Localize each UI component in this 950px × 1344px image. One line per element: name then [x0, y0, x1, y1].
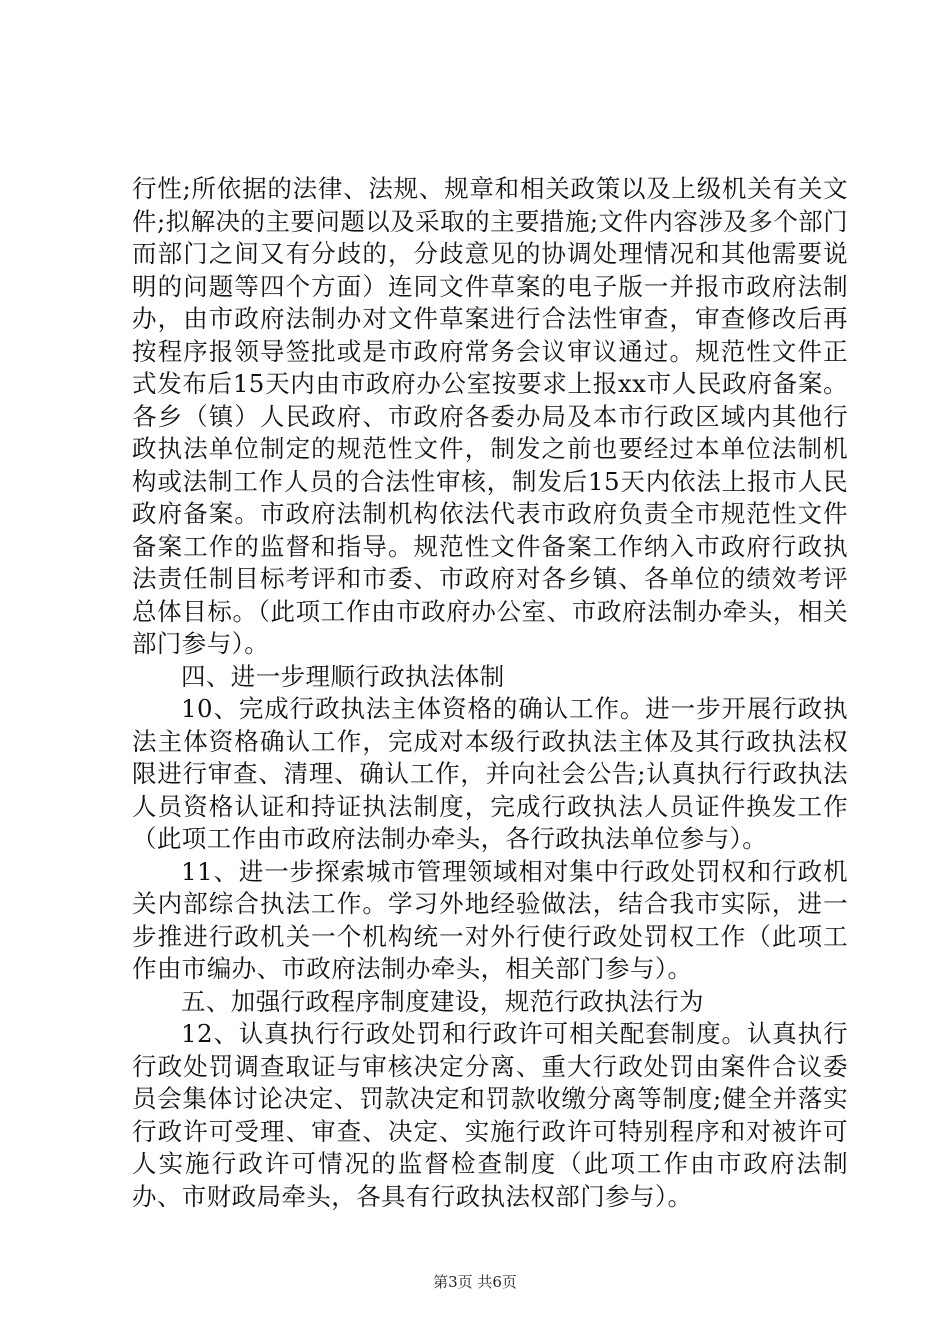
paragraph-continued: 行性;所依据的法律、法规、规章和相关政策以及上级机关有关文件;拟解决的主要问题以及采取的主要措施;文件内容涉及多个部门而部门之间又有分歧的，分歧意见的协调处理情况和其他需要说明的问题等四个方面）连同文件草案的电子版一并报市政府法制办，由市政府法制办对文件草案进行合法性审查，审查修改后再按程序报领导签批或是市政府常务会议审议通过。规范性文件正式发布后15天内由市政府办公室按要求上报xx市人民政府备案。各乡（镇）人民政府、市政府各委办局及本市行政区域内其他行政执法单位制定的规范性文件，制发之前也要经过本单位法制机构或法制工作人员的合法性审核，制发后15天内依法上报市人民政府备案。市政府法制机构依法代表市政府负责全市规范性文件备案工作的监督和指导。规范性文件备案工作纳入市政府行政执法责任制目标考评和市委、市政府对各乡镇、各单位的绩效考评总体目标。（此项工作由市政府办公室、市政府法制办牵头，相关部门参与）。 — [132, 174, 848, 658]
paragraph-item-12: 12、认真执行行政处罚和行政许可相关配套制度。认真执行行政处罚调查取证与审核决定分离、重大行政处罚由案件合议委员会集体讨论决定、罚款决定和罚款收缴分离等制度;健全并落实行政许可受理、审查、决定、实施行政许可特别程序和对被许可人实施行政许可情况的监督检查制度（此项工作由市政府法制办、市财政局牵头，各具有行政执法权部门参与）。 — [132, 1019, 848, 1211]
paragraph-item-11: 11、进一步探索城市管理领域相对集中行政处罚权和行政机关内部综合执法工作。学习外地经验做法，结合我市实际，进一步推进行政机关一个机构统一对外行使行政处罚权工作（此项工作由市编办、市政府法制办牵头，相关部门参与）。 — [132, 856, 848, 983]
section-heading-4: 四、进一步理顺行政执法体制 — [181, 661, 505, 691]
paragraph-item-10: 10、完成行政执法主体资格的确认工作。进一步开展行政执法主体资格确认工作，完成对本级行政执法主体及其行政执法权限进行审查、清理、确认工作，并向社会公告;认真执行行政执法人员资格认证和持证执法制度，完成行政执法人员证件换发工作（此项工作由市政府法制办牵头，各行政执法单位参与）。 — [132, 694, 848, 853]
document-body — [132, 173, 848, 1213]
section-heading-5: 五、加强行政程序制度建设，规范行政执法行为 — [181, 986, 704, 1016]
page-footer — [0, 1272, 950, 1292]
page-number-label: 第3页 共6页 — [433, 1273, 517, 1291]
